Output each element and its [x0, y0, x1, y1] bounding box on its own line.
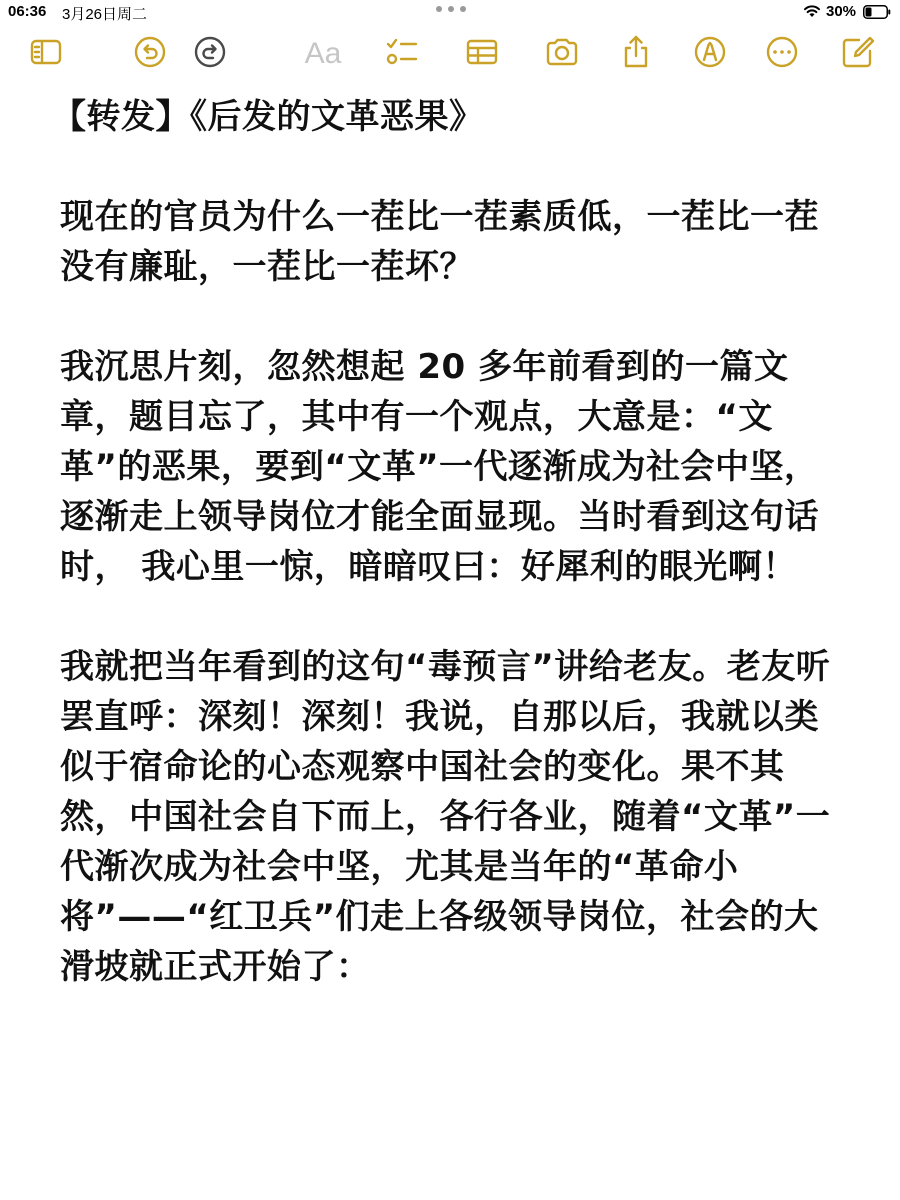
more-button[interactable]: [762, 30, 802, 74]
notes-toolbar: [0, 30, 900, 76]
sidebar-toggle-button[interactable]: [26, 30, 66, 74]
markup-button[interactable]: [690, 30, 730, 74]
battery-icon: [863, 5, 891, 19]
undo-button[interactable]: [130, 30, 170, 74]
table-icon: [464, 34, 500, 70]
status-time: 06:36: [8, 3, 47, 20]
status-date: 3月26日周二: [62, 6, 148, 23]
multitasking-handle-icon[interactable]: [436, 6, 466, 12]
text-format-icon: Aa: [304, 37, 342, 70]
sidebar-icon: [28, 34, 64, 70]
note-body[interactable]: [52, 92, 840, 992]
compose-icon: [840, 34, 876, 70]
markup-pen-icon: [692, 34, 728, 70]
note-paragraph: 我就把当年看到的这句“毒预言”讲给老友。老友听罢直呼：深刻！深刻！我说，自那以后，我就以类似于宿命论的心态观察中国社会的变化。果不其然，中国社会自下而上，各行各业，随着“文革”一代渐次成为社会中坚，尤其是当年的“革命小将”——“红卫兵”们走上各级领导岗位，社会的大滑坡就正式开始了：: [60, 647, 831, 987]
share-icon: [618, 34, 654, 70]
note-paragraph: 我沉思片刻，忽然想起 20 多年前看到的一篇文章，题目忘了，其中有一个观点，大意是：“文革”的恶果，要到“文革”一代逐渐成为社会中坚，逐渐走上领导岗位才能全面显现。当时看到这句话时， 我心里一惊，暗暗叹曰：好犀利的眼光啊！: [60, 347, 819, 587]
checklist-button[interactable]: [382, 30, 422, 74]
note-paragraph: 现在的官员为什么一茬比一茬素质低，一茬比一茬没有廉耻，一茬比一茬坏？: [60, 197, 819, 287]
redo-icon: [192, 34, 228, 70]
status-bar: [0, 0, 900, 26]
text-format-button[interactable]: [300, 34, 346, 74]
camera-icon: [544, 34, 580, 70]
compose-button[interactable]: [838, 30, 878, 74]
note-title: 【转发】《后发的文革恶果》: [52, 97, 484, 137]
camera-button[interactable]: [542, 30, 582, 74]
more-icon: [764, 34, 800, 70]
battery-percent: 30%: [826, 3, 857, 20]
undo-icon: [132, 34, 168, 70]
checklist-icon: [384, 34, 420, 70]
share-button[interactable]: [616, 30, 656, 74]
wifi-icon: [803, 4, 821, 18]
redo-button[interactable]: [190, 30, 230, 74]
table-button[interactable]: [462, 30, 502, 74]
